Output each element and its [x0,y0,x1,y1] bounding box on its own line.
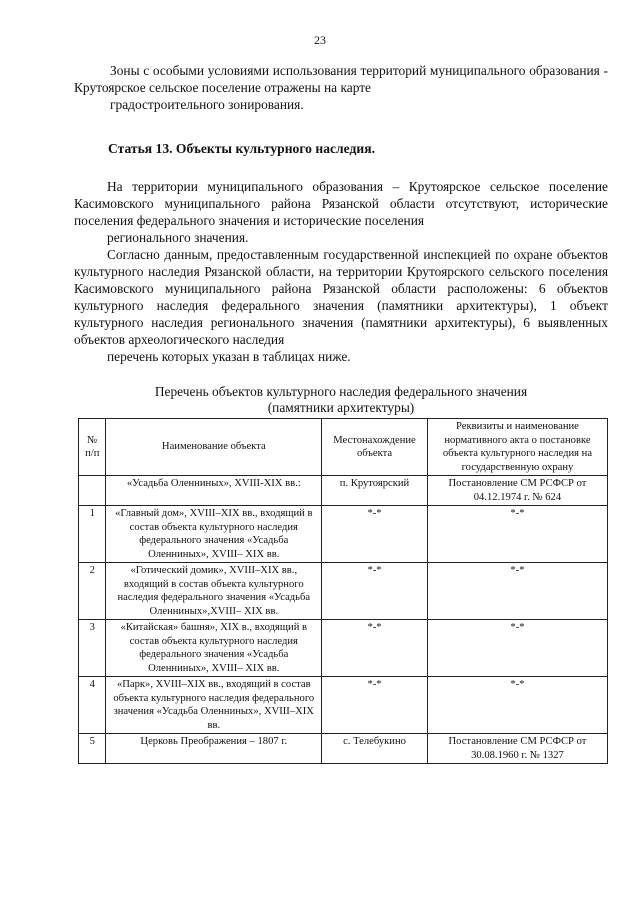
intro-paragraph [74,62,608,113]
row-act: *-* [427,563,607,620]
header-name: Наименование объекта [106,419,322,476]
table-row [79,563,608,620]
table-row [79,734,608,764]
row-location: *-* [322,563,428,620]
row-location: *-* [322,677,428,734]
row-num [79,476,106,506]
row-location: *-* [322,620,428,677]
row-act: Постановление СМ РСФСР от 04.12.1974 г. № 624 [427,476,607,506]
row-name: Церковь Преображения – 1807 г. [106,734,322,764]
table-caption-line-2: (памятники архитектуры) [267,400,415,415]
paragraph-inspection-text: Согласно данным, предоставленным государственной инспекцией по охране объектов культурного наследия Рязанской области, на территории Крутоярского сельского поселения Касимовского муниципального района Рязанской области расположены: 6 объектов культурного наследия федерального значения (памятники архитектуры), 1 объект культурного наследия регионального значения (памятники архитектуры), 6 выявленных объектов археологического наследия [74,247,608,347]
article-heading: Статья 13. Объекты культурного наследия. [108,141,375,156]
row-num: 2 [79,563,106,620]
row-num: 3 [79,620,106,677]
header-location: Местонахождение объекта [322,419,428,476]
paragraph-inspection-last-line: перечень которых указан в таблицах ниже. [107,349,351,364]
row-name: «Китайская» башня», XIX в., входящий в состав объекта культурного наследия федерального значения «Усадьба Оленниных», XVIII– XIX вв. [106,620,322,677]
row-name: «Парк», XVIII–XIX вв., входящий в состав объекта культурного наследия федерального значения «Усадьба Оленниных», XVIII–XIX вв. [106,677,322,734]
intro-last-line: градостроительного зонирования. [110,97,304,112]
table-header-row [79,419,608,476]
paragraph-absence [74,178,608,246]
page-number: 23 [314,33,326,47]
header-act: Реквизиты и наименование нормативного акта о постановке объекта культурного наследия на государственную охрану [427,419,607,476]
row-act: *-* [427,677,607,734]
row-location: с. Телебукино [322,734,428,764]
row-act: *-* [427,506,607,563]
row-num: 4 [79,677,106,734]
intro-text: Зоны с особыми условиями использования территорий муниципального образования - Крутоярское сельское поселение отражены на карте [74,63,608,95]
row-location: п. Крутоярский [322,476,428,506]
paragraph-absence-text: На территории муниципального образования – Крутоярское сельское поселение Касимовского муниципального района Рязанской области отсутствуют, исторические поселения федерального значения и исторические поселения [74,179,608,228]
header-num: № п/п [79,419,106,476]
paragraph-inspection [74,246,608,365]
row-name: «Готический домик», XVIII–XIX вв., входящий в состав объекта культурного наследия федерального значения «Усадьба Оленниных»,XVIII– XIX вв. [106,563,322,620]
row-act: Постановление СМ РСФСР от 30.08.1960 г. № 1327 [427,734,607,764]
row-location: *-* [322,506,428,563]
heritage-table [78,418,608,764]
row-name: «Главный дом», XVIII–XIX вв., входящий в состав объекта культурного наследия федерального значения «Усадьба Оленниных», XVIII– XIX вв. [106,506,322,563]
table-row [79,476,608,506]
paragraph-absence-last-line: регионального значения. [107,230,249,245]
row-name: «Усадьба Оленниных», XVIII-XIX вв.: [106,476,322,506]
table-row [79,620,608,677]
row-act: *-* [427,620,607,677]
table-row [79,677,608,734]
row-num: 5 [79,734,106,764]
table-caption [74,384,608,416]
row-num: 1 [79,506,106,563]
table-caption-line-1: Перечень объектов культурного наследия федерального значения [154,384,528,399]
table-row [79,506,608,563]
